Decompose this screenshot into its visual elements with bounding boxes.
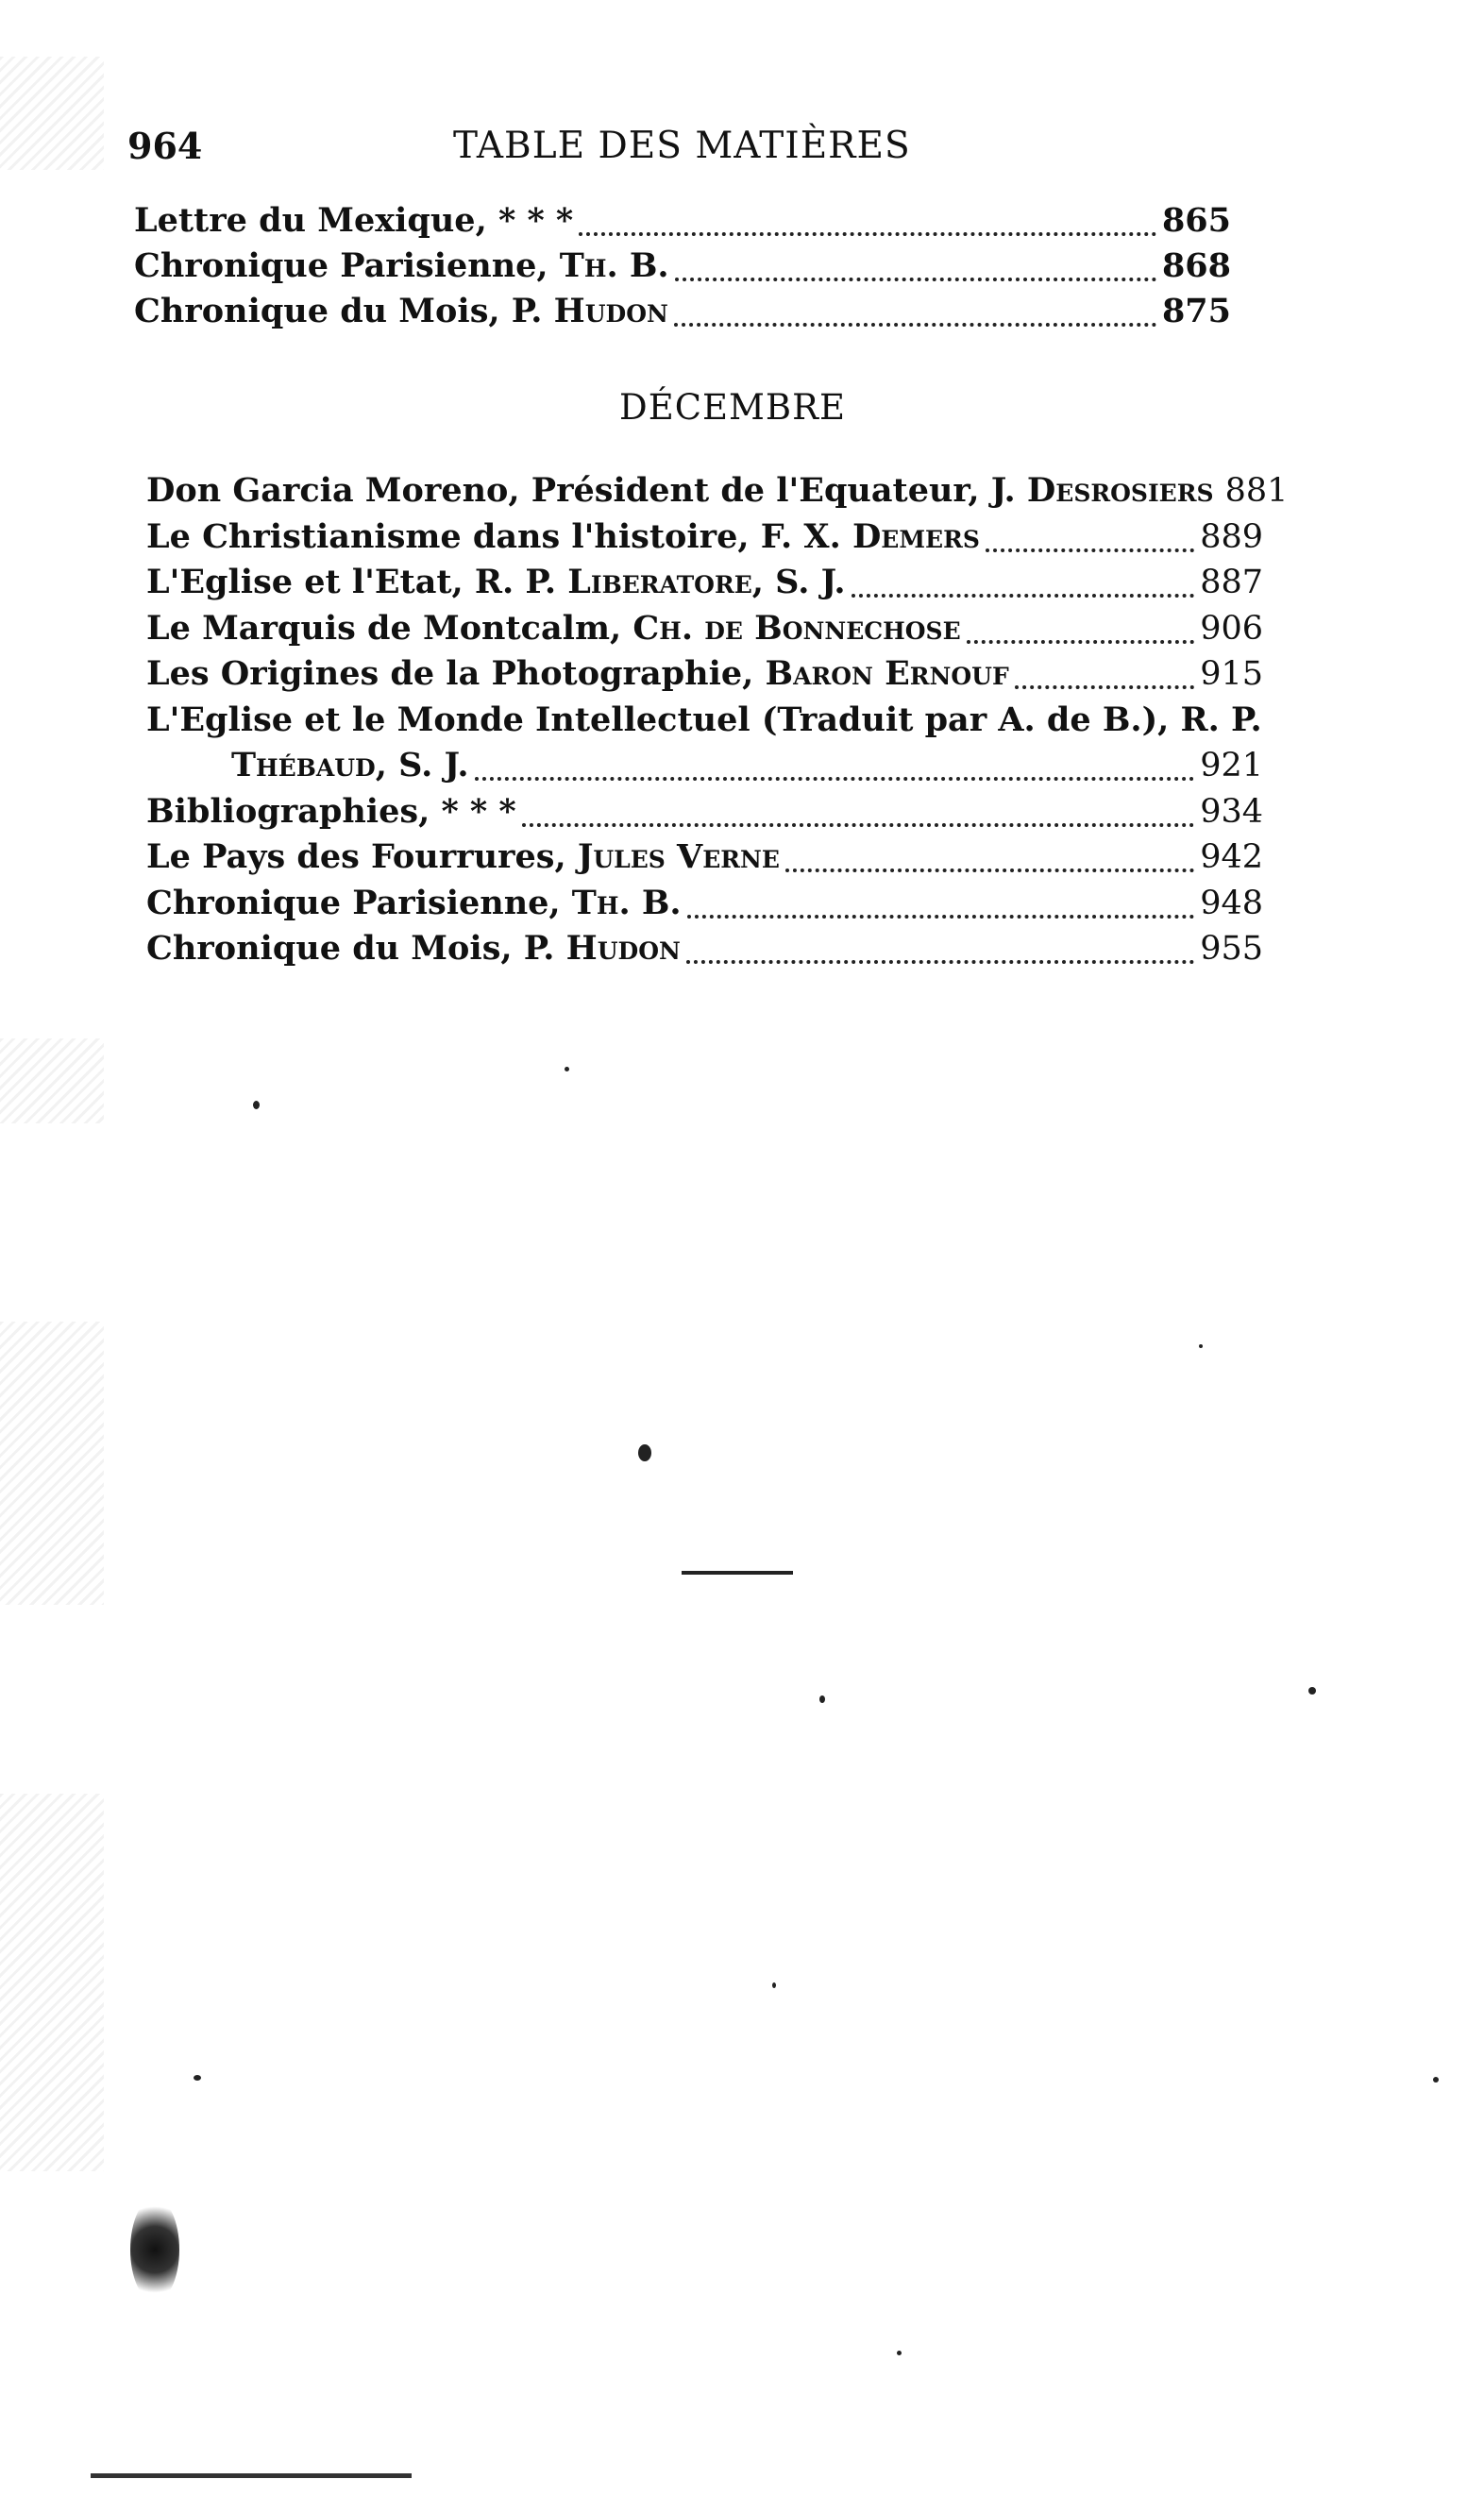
section-rule xyxy=(682,1571,793,1575)
entry-text xyxy=(134,244,669,289)
ink-speck xyxy=(1199,1344,1203,1348)
dot-leader xyxy=(686,960,1194,964)
entry-title: Le Marquis de Montcalm, xyxy=(146,608,633,648)
toc-entry-continuation xyxy=(146,743,1263,789)
bottom-rule xyxy=(91,2473,412,2478)
toc-entry xyxy=(146,881,1263,927)
entry-page: 889 xyxy=(1200,517,1263,556)
entry-suffix: , S. J. xyxy=(375,746,469,784)
section-heading-text: DÉCEMBRE xyxy=(619,387,846,428)
entry-title: Le Christianisme dans l'histoire, F. X. xyxy=(146,516,852,556)
entry-page: 921 xyxy=(1200,747,1263,784)
entry-text xyxy=(146,606,961,652)
entry-author: Jules Verne xyxy=(577,837,780,876)
entry-title: Les Origines de la Photographie, xyxy=(146,654,766,693)
entry-title: Chronique Parisienne, xyxy=(146,883,572,922)
entry-author: * * * xyxy=(497,201,574,240)
dot-leader xyxy=(675,278,1156,281)
dot-leader xyxy=(579,232,1156,236)
december-entries xyxy=(146,468,1289,972)
ink-speck xyxy=(1308,1687,1316,1695)
entry-author: Th. B. xyxy=(571,883,682,922)
entry-author: Hudon xyxy=(553,292,668,330)
ink-speck xyxy=(897,2351,902,2355)
entry-title: Chronique du Mois, P. xyxy=(134,292,554,330)
dot-leader xyxy=(687,915,1195,919)
entry-text xyxy=(231,743,469,789)
entry-page: 906 xyxy=(1200,609,1263,648)
toc-entry xyxy=(146,789,1263,835)
entry-page: 948 xyxy=(1200,884,1263,922)
toc-entry xyxy=(134,244,1231,289)
entry-page: 942 xyxy=(1200,838,1263,876)
ink-speck xyxy=(1433,2077,1439,2083)
entry-title: Don Garcia Moreno, Président de l'Equateur, J. xyxy=(146,471,1027,510)
dot-leader xyxy=(674,323,1156,327)
ink-speck xyxy=(194,2075,201,2081)
entry-title: Chronique du Mois, P. xyxy=(146,929,566,968)
entry-page: 875 xyxy=(1161,292,1231,330)
entry-page: 868 xyxy=(1161,246,1231,285)
scan-noise xyxy=(0,1038,104,1123)
dot-leader xyxy=(986,548,1194,552)
page-title: TABLE DES MATIÈRES xyxy=(453,125,911,167)
toc-entry xyxy=(134,198,1231,244)
entry-page: 934 xyxy=(1200,792,1263,831)
entry-title: L'Eglise et le Monde Intellectuel (Traduit par A. de B.), R. P. xyxy=(146,700,1262,739)
toc-entry xyxy=(146,514,1263,561)
ink-speck xyxy=(772,1982,776,1988)
entry-page: 955 xyxy=(1200,930,1263,968)
entry-author: Desrosiers xyxy=(1026,471,1214,510)
toc-entry xyxy=(146,468,1289,514)
entry-author: Thébaud xyxy=(231,746,376,784)
ink-speck xyxy=(565,1067,569,1071)
dot-leader xyxy=(522,823,1194,827)
running-head xyxy=(127,125,1241,172)
entry-author: Baron Ernouf xyxy=(765,654,1009,693)
entry-text xyxy=(146,651,1009,698)
entry-author: Ch. de Bonnechose xyxy=(632,608,961,648)
entry-text xyxy=(146,560,846,606)
entry-text xyxy=(134,198,573,244)
ink-speck xyxy=(819,1695,825,1703)
entry-page: 887 xyxy=(1200,564,1263,601)
entry-title: L'Eglise et l'Etat, R. P. xyxy=(146,563,568,601)
scan-noise xyxy=(0,57,104,170)
entry-author: Demers xyxy=(852,516,980,556)
page-number: 964 xyxy=(127,125,203,167)
entry-author: Th. B. xyxy=(559,246,669,285)
ink-speck xyxy=(253,1101,260,1109)
entry-text xyxy=(146,881,682,927)
dot-leader xyxy=(1015,685,1194,689)
entry-page: 915 xyxy=(1200,655,1263,693)
entry-page: 865 xyxy=(1161,201,1231,240)
entry-text xyxy=(146,835,780,881)
dot-leader xyxy=(785,869,1194,872)
entry-title: Chronique Parisienne, xyxy=(134,246,560,285)
toc-entry xyxy=(146,835,1263,881)
toc-entry xyxy=(146,926,1263,972)
toc-entry xyxy=(134,289,1231,334)
scan-noise xyxy=(0,1794,104,2171)
entry-text xyxy=(146,468,1214,514)
dot-leader xyxy=(852,594,1195,598)
entry-title: Lettre du Mexique, xyxy=(134,201,498,240)
entry-text xyxy=(146,514,980,561)
toc-entry xyxy=(146,651,1263,698)
entry-text xyxy=(146,789,516,835)
ink-speck xyxy=(638,1444,651,1461)
entry-title: Bibliographies, xyxy=(146,791,442,831)
ink-smudge xyxy=(130,2198,179,2302)
entry-author: * * * xyxy=(441,791,516,831)
toc-entry-first-line xyxy=(146,698,1263,744)
dot-leader xyxy=(475,777,1195,781)
entry-text xyxy=(146,926,681,972)
november-entries xyxy=(134,198,1231,334)
scan-noise xyxy=(0,1322,104,1605)
entry-text xyxy=(134,289,668,334)
toc-entry xyxy=(146,606,1263,652)
entry-page: 881 xyxy=(1224,472,1289,510)
section-heading xyxy=(0,387,1484,428)
dot-leader xyxy=(967,640,1195,644)
entry-suffix: , S. J. xyxy=(751,563,846,601)
entry-author: Liberatore xyxy=(567,563,752,601)
toc-entry xyxy=(146,560,1263,606)
entry-author: Hudon xyxy=(565,929,681,968)
entry-title: Le Pays des Fourrures, xyxy=(146,837,578,876)
